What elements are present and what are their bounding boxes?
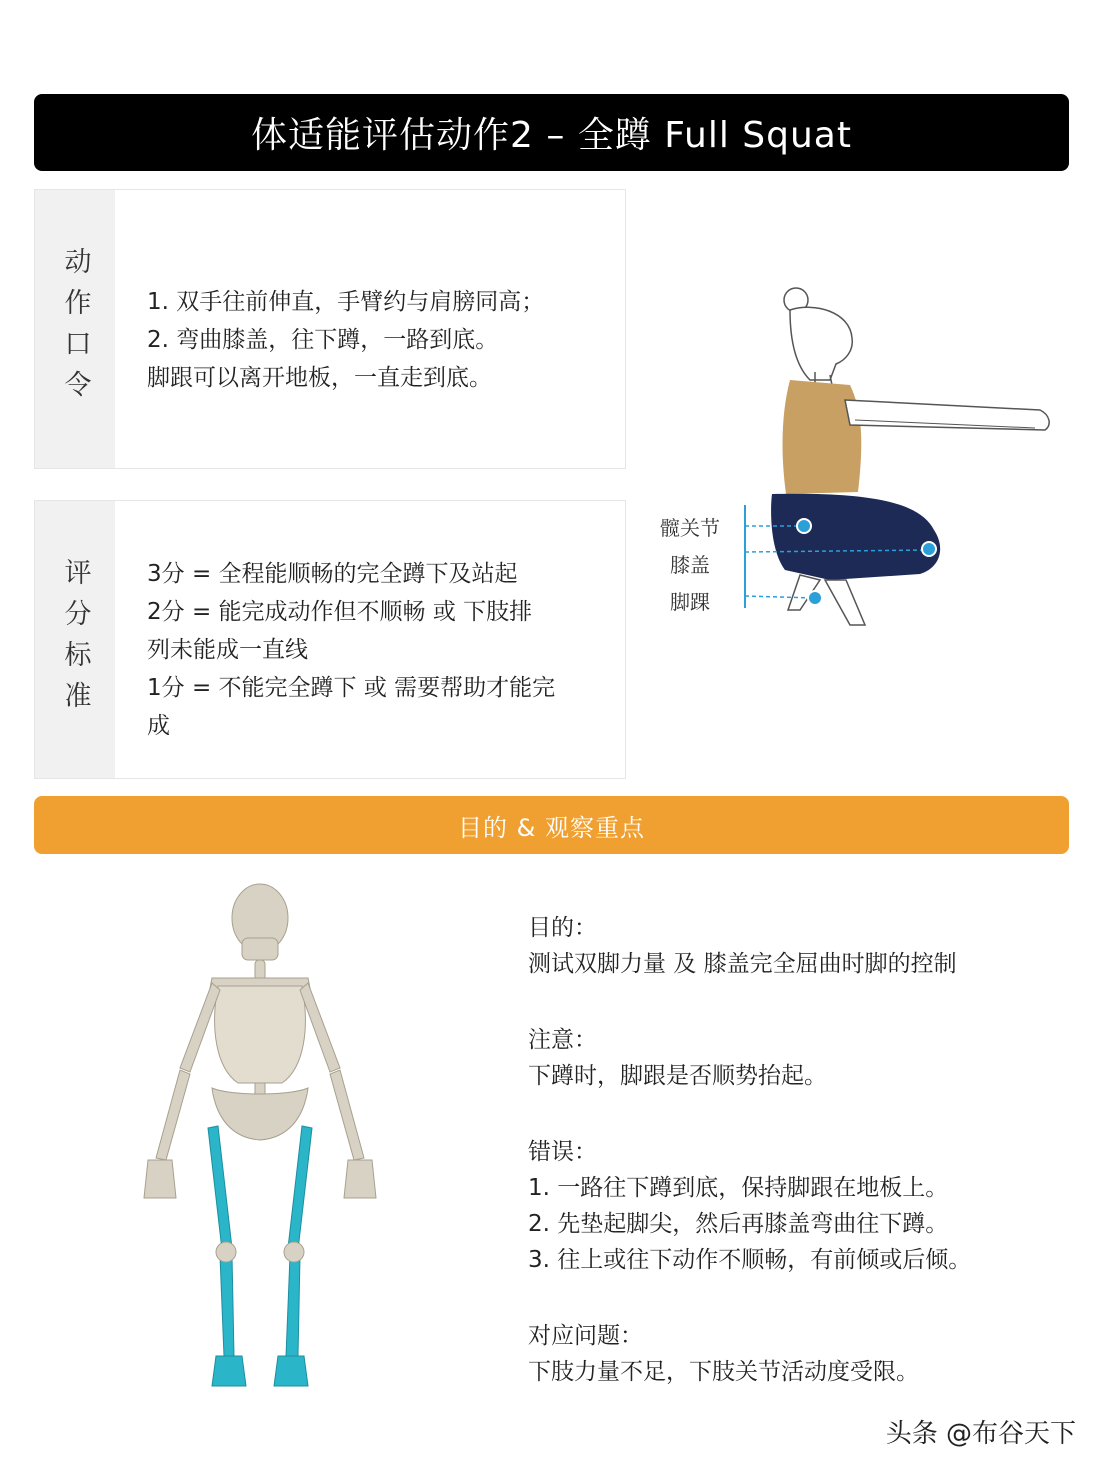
command-line: 2. 弯曲膝盖，往下蹲，一路到底。 bbox=[147, 327, 499, 353]
issues-line: 下肢力量不足，下肢关节活动度受限。 bbox=[528, 1359, 919, 1385]
attention-group bbox=[528, 1022, 1068, 1094]
scoring-label: 评分标准 bbox=[59, 557, 91, 722]
purpose-line: 测试双脚力量 及 膝盖完全屈曲时脚的控制 bbox=[528, 951, 957, 977]
watermark: 头条 @布谷天下 bbox=[885, 1419, 1076, 1449]
left-knee bbox=[216, 1242, 236, 1262]
ankle-marker bbox=[808, 591, 822, 605]
scoring-line: 成 bbox=[147, 713, 170, 739]
squat-figure bbox=[650, 280, 1070, 640]
command-line: 脚跟可以离开地板，一直走到底。 bbox=[147, 365, 492, 391]
scoring-side-label bbox=[35, 501, 115, 778]
knee-label: 膝盖 bbox=[670, 553, 710, 577]
skeleton-figure bbox=[120, 878, 400, 1398]
attention-line: 下蹲时，脚跟是否顺势抬起。 bbox=[528, 1063, 827, 1089]
command-section bbox=[34, 189, 626, 469]
squat-illustration bbox=[650, 280, 1070, 640]
section-bar: 目的 & 观察重点 bbox=[34, 796, 1069, 854]
errors-line: 3. 往上或往下动作不顺畅，有前倾或后倾。 bbox=[528, 1247, 972, 1273]
command-line: 1. 双手往前伸直，手臂约与肩膀同高； bbox=[147, 289, 545, 315]
right-knee bbox=[284, 1242, 304, 1262]
errors-heading: 错误： bbox=[528, 1139, 597, 1165]
command-side-label bbox=[35, 190, 115, 468]
purpose-heading: 目的： bbox=[528, 915, 597, 941]
scoring-text bbox=[147, 555, 605, 745]
errors-line: 2. 先垫起脚尖，然后再膝盖弯曲往下蹲。 bbox=[528, 1211, 949, 1237]
scoring-line: 1分 = 不能完全蹲下 或 需要帮助才能完 bbox=[147, 675, 556, 701]
command-text bbox=[147, 283, 605, 397]
hip-label: 髋关节 bbox=[660, 516, 720, 540]
issues-group bbox=[528, 1318, 1068, 1390]
attention-heading: 注意： bbox=[528, 1027, 597, 1053]
scoring-line: 3分 = 全程能顺畅的完全蹲下及站起 bbox=[147, 561, 518, 587]
notes-section bbox=[528, 910, 1068, 1430]
knee-marker bbox=[922, 542, 936, 556]
scoring-line: 2分 = 能完成动作但不顺畅 或 下肢排 bbox=[147, 599, 533, 625]
scoring-section bbox=[34, 500, 626, 779]
ankle-label: 脚踝 bbox=[670, 590, 710, 614]
issues-heading: 对应问题： bbox=[528, 1323, 643, 1349]
errors-group bbox=[528, 1134, 1068, 1278]
page-title: 体适能评估动作2 – 全蹲 Full Squat bbox=[34, 94, 1069, 171]
hip-marker bbox=[797, 519, 811, 533]
purpose-group bbox=[528, 910, 1068, 982]
skeleton-illustration bbox=[120, 878, 400, 1398]
scoring-line: 列未能成一直线 bbox=[147, 637, 308, 663]
errors-line: 1. 一路往下蹲到底，保持脚跟在地板上。 bbox=[528, 1175, 949, 1201]
command-label: 动作口令 bbox=[59, 247, 91, 411]
